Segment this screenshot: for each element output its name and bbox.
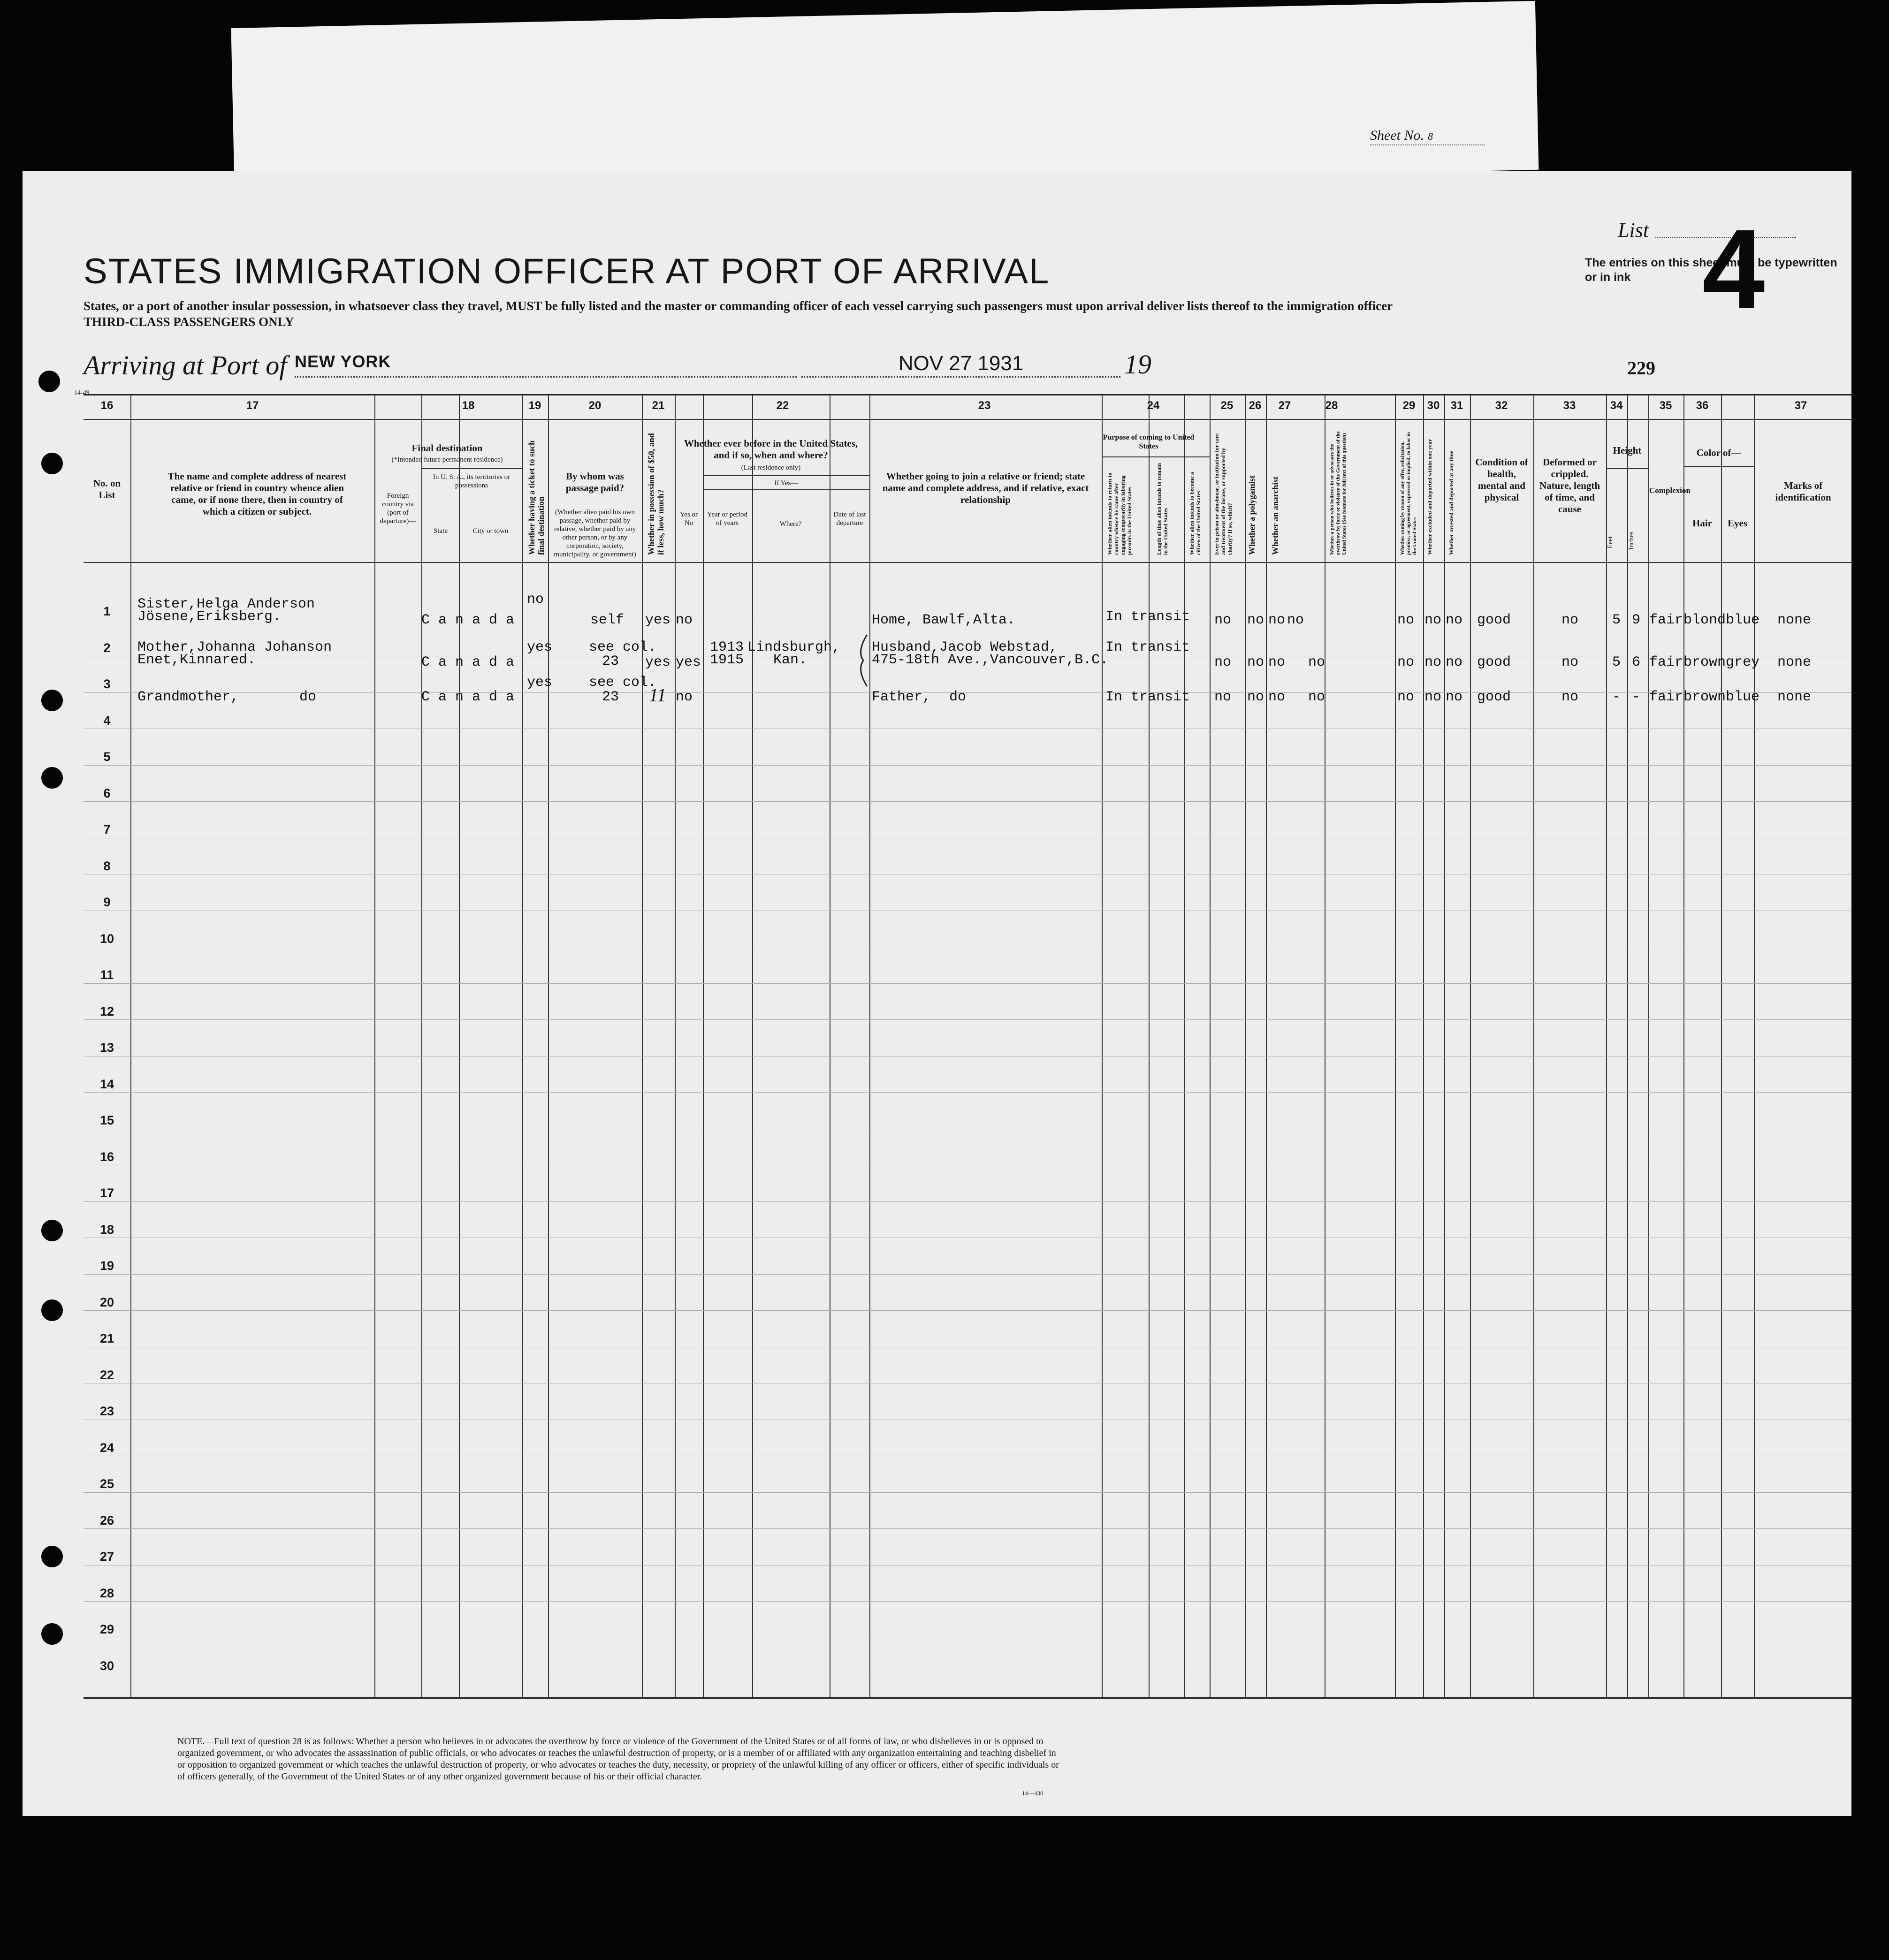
row2-join-address: 475-18th Ave.,Vancouver,B.C.: [872, 652, 1109, 668]
row-number: 17: [99, 1186, 114, 1200]
row3-relative-ditto: do: [299, 689, 317, 705]
col31-header: Whether arrested and deported at any time: [1448, 450, 1455, 555]
row1-inches: 9: [1632, 612, 1641, 628]
row2-c31: no: [1446, 654, 1463, 670]
row3-join-ditto: do: [949, 689, 967, 705]
row-number: 13: [99, 1041, 114, 1055]
date-stamp: NOV 27 1931: [801, 352, 1120, 378]
row3-eyes: blue: [1726, 689, 1760, 705]
col-number: 34: [1610, 399, 1623, 412]
row2-complexion: fair: [1649, 654, 1683, 670]
col-line: [548, 395, 549, 1697]
col-line: [869, 395, 870, 1697]
row3-purpose: In transit: [1105, 689, 1190, 705]
row1-purpose: In transit: [1105, 609, 1190, 625]
row2-year: 1913: [710, 639, 744, 655]
row-number: 5: [103, 750, 111, 764]
row-number: 14: [99, 1077, 114, 1091]
col-line: [1754, 395, 1755, 1697]
row1-c28: no: [1287, 612, 1304, 628]
header-divider: [84, 419, 1851, 420]
row-number: 29: [99, 1622, 114, 1636]
col-line: [1210, 395, 1211, 1697]
col-line: [1627, 395, 1628, 1697]
col36-eyes: Eyes: [1728, 517, 1747, 529]
row2-where-state: Kan.: [773, 652, 807, 668]
row-number: 27: [99, 1550, 114, 1564]
col-line: [1423, 395, 1424, 1697]
footnote-code: 14—430: [1022, 1790, 1044, 1797]
col-number: 24: [1147, 399, 1160, 412]
col-number: 17: [246, 399, 259, 412]
col18-state: State: [434, 527, 448, 535]
row3-c27: no: [1268, 689, 1286, 705]
row3-c30: no: [1424, 689, 1442, 705]
col-number: 20: [588, 399, 602, 412]
instructions: States, or a port of another insular possession, in whatsoever class they travel, MUST be fully listed and the master or commanding officer of each vessel carrying such passengers must upon arrival deliver lists thereof to the immigration officer THIRD-CLASS PASSENGERS ONLY: [84, 299, 1393, 329]
col-line: [1533, 395, 1534, 1697]
col34-inches: Inches: [1628, 532, 1635, 550]
col-number: 18: [462, 399, 475, 412]
col-line: [1184, 395, 1185, 1697]
col22-ifyes: If Yes—: [774, 479, 798, 487]
col-number: 19: [528, 399, 541, 412]
row-number: 7: [103, 822, 111, 836]
footnote: NOTE.—Full text of question 28 is as follows: Whether a person who believes in or advocates the overthrow by force or violence of the Government of the United States or of all forms of law, or who disbelieves in or is opposed to organized government, or who advocates the assassination of public officials, or who advocates or teaches the unlawful destruction of property, or is a member of or affiliated with any organization entertaining and teaching disbelief in or opposition to organized government or which teaches the unlawful destruction of property, or who advocates or teaches the duty, necessity, or propriety of the unlawful killing of any officer or officers, either of specific individuals or of officers generally, of the Government of the United States or of any other organized government because of his or their official character.: [177, 1736, 1059, 1782]
col18-usa: In U. S. A., its territories or possessions: [433, 473, 510, 489]
form-code: 14-49: [74, 389, 90, 396]
row3-ticket: yes: [527, 675, 553, 691]
col-line: [752, 395, 753, 1697]
row-number: 11: [100, 968, 114, 982]
row-number: 30: [99, 1658, 114, 1673]
col28-header: Whether a person who believes in or advocates the overthrow by force or violence of the Government of the United States (See footnote for full text of this question): [1329, 431, 1347, 555]
row3-paid-by-col: 23: [602, 689, 619, 705]
col-number: 26: [1249, 399, 1262, 412]
row1-relative: Sister,Helga Anderson: [137, 596, 315, 612]
row2-c25: no: [1214, 654, 1232, 670]
row3-complexion: fair: [1649, 689, 1683, 705]
punch-hole: [41, 1546, 63, 1567]
col21-header: Whether in possession of $50, and if less, how much?: [647, 433, 665, 555]
row3-deformed: no: [1561, 689, 1579, 705]
col-line: [1470, 395, 1471, 1697]
row-number: 1: [103, 604, 111, 618]
row-number: 26: [99, 1513, 114, 1527]
arriving-label: Arriving at Port of: [84, 350, 287, 380]
row1-deformed: no: [1561, 612, 1579, 628]
col-number: 33: [1563, 399, 1576, 412]
row1-money: yes: [645, 612, 671, 628]
col-line: [374, 395, 375, 1697]
row3-money: 11: [649, 684, 667, 706]
row-rule: [84, 1092, 1851, 1093]
col-line: [522, 395, 523, 1697]
punch-hole: [41, 1299, 63, 1321]
row1-eyes: blue: [1726, 612, 1760, 628]
row3-c26: no: [1247, 689, 1264, 705]
row2-paid-by-col: 23: [602, 653, 619, 669]
row2-paid-by: see col.: [589, 639, 657, 655]
row-number: 20: [99, 1295, 114, 1309]
col-number: 21: [652, 399, 665, 412]
row2-ticket: yes: [527, 639, 553, 655]
row-rule: [84, 1201, 1851, 1202]
col22-sub: (Last residence only): [741, 464, 801, 471]
col-line: [1606, 395, 1607, 1697]
row2-deformed: no: [1561, 654, 1579, 670]
row3-relative: Grandmother,: [137, 689, 239, 705]
col19-header: Whether having a ticket to such final destination: [527, 440, 546, 555]
col22-yesno: Yes or No: [679, 511, 698, 527]
col-number: 16: [100, 399, 114, 412]
col-number: 32: [1495, 399, 1508, 412]
row1-feet: 5: [1612, 612, 1621, 628]
row2-where: Lindsburgh,: [747, 639, 841, 655]
row3-c28: no: [1308, 689, 1325, 705]
row2-relative-address: Enet,Kinnared.: [137, 652, 256, 668]
row2-feet: 5: [1612, 654, 1621, 670]
row1-relative-address: Jösene,Eriksberg.: [137, 609, 282, 625]
col36-header: Color of—: [1696, 447, 1741, 458]
col-line: [1683, 395, 1684, 1697]
row-number: 3: [103, 677, 111, 691]
year-prefix: 19: [1124, 349, 1151, 380]
row-number: 21: [99, 1331, 114, 1345]
col-number: 29: [1402, 399, 1416, 412]
col33-header: Deformed or crippled. Nature, length of time, and cause: [1539, 456, 1600, 515]
row3-feet: -: [1612, 689, 1621, 705]
row2-state: C a n a d a: [421, 654, 515, 670]
row-number: 25: [99, 1477, 114, 1491]
row-number: 6: [103, 786, 111, 800]
row2-hair: brown: [1683, 654, 1726, 670]
col-number: 37: [1794, 399, 1807, 412]
col22-date: Date of last departure: [833, 511, 866, 527]
col-number: 30: [1427, 399, 1440, 412]
col-number: 35: [1659, 399, 1672, 412]
punch-hole: [41, 767, 63, 789]
punch-hole: [41, 690, 63, 711]
row-number: 24: [99, 1440, 114, 1455]
row1-state: C a n a d a: [421, 612, 515, 628]
row-number: 16: [99, 1149, 114, 1164]
manifest-page: [23, 171, 1851, 1816]
row3-c31: no: [1446, 689, 1463, 705]
punch-hole: [38, 371, 60, 392]
col-line: [1395, 395, 1396, 1697]
row2-purpose: In transit: [1105, 639, 1190, 655]
row1-complexion: fair: [1649, 612, 1683, 628]
row2-marks: none: [1777, 654, 1812, 670]
col-line: [675, 395, 676, 1697]
row3-hair: brown: [1683, 689, 1726, 705]
row-rule: [84, 1601, 1851, 1602]
row-number: 8: [103, 858, 111, 873]
row1-c31: no: [1446, 612, 1463, 628]
row-rule: [84, 801, 1851, 802]
row2-c29: no: [1397, 654, 1415, 670]
row3-marks: none: [1777, 689, 1812, 705]
row-number: 9: [103, 895, 111, 909]
col34-header: Height: [1613, 445, 1642, 456]
col-line: [1721, 395, 1722, 1697]
col-line: [1648, 395, 1649, 1697]
col-number: 22: [776, 399, 789, 412]
row1-before: no: [676, 612, 693, 628]
row-number: 12: [99, 1004, 114, 1018]
list-number: 4: [1702, 206, 1765, 332]
row-number: 22: [99, 1367, 114, 1382]
row2-c27: no: [1268, 654, 1286, 670]
row2-before: yes: [676, 654, 701, 670]
row3-state: C a n a d a: [421, 689, 515, 705]
col35-header: Complexion: [1649, 486, 1691, 495]
list-label: List: [1618, 219, 1649, 242]
row3-join: Father,: [872, 689, 931, 705]
manifest-table: [84, 394, 1851, 1699]
row2-relative: Mother,Johanna Johanson: [137, 639, 332, 655]
port-field: NEW YORK: [295, 352, 797, 378]
row3-c29: no: [1397, 689, 1415, 705]
row2-join: Husband,Jacob Webstad,: [872, 639, 1058, 655]
col18-city: City or town: [472, 527, 509, 535]
punch-hole: [41, 453, 63, 474]
col20-sub: (Whether alien paid his own passage, whether paid by relative, whether paid by any other person, or by any corporation, society, municipality, or government): [554, 509, 636, 558]
col-number: 28: [1325, 399, 1338, 412]
page-number: 229: [1627, 357, 1655, 379]
col18-foreign: Foreign country via (port of departure)—: [380, 492, 416, 525]
col-number: 36: [1696, 399, 1709, 412]
col24-title: Purpose of coming to United States: [1103, 433, 1195, 450]
row1-hair: blond: [1683, 612, 1726, 628]
col24-return: Whether alien intends to return to country whence he came after engaging temporarily in laboring pursuits in the United States: [1106, 472, 1133, 555]
row1-c26: no: [1247, 612, 1264, 628]
row2-health: good: [1477, 654, 1511, 670]
back-sheet: [231, 1, 1539, 197]
row-rule: [84, 1528, 1851, 1529]
col18-title: Final destination: [411, 442, 483, 454]
col23-header: Whether going to join a relative or friend; state name and complete address, and if relative, exact relationship: [882, 471, 1089, 505]
row3-health: good: [1477, 689, 1511, 705]
row-rule: [84, 692, 1851, 693]
col-number: 31: [1450, 399, 1463, 412]
col-number: 23: [978, 399, 991, 412]
col24-length: Length of time alien intends to remain in the United States: [1156, 463, 1169, 555]
punch-hole: [41, 1623, 63, 1645]
row-number: 19: [99, 1259, 114, 1273]
row2-money: yes: [645, 654, 671, 670]
row-rule: [84, 1274, 1851, 1275]
row-rule: [84, 1310, 1851, 1311]
col34-feet: Feet: [1607, 536, 1614, 548]
row-number: 10: [99, 931, 114, 946]
row2-year-end: 1915: [710, 652, 744, 668]
col26-header: Whether a polygamist: [1247, 475, 1257, 555]
row1-c25: no: [1214, 612, 1232, 628]
entry-note: The entries on this sheet must be typewritten or in ink: [1585, 256, 1837, 284]
row3-paid-by: see col.: [589, 675, 657, 691]
punch-hole: [41, 1220, 63, 1241]
row1-paid-by: self: [590, 612, 625, 628]
col22-title: Whether ever before in the United States, and if so, when and where?: [684, 438, 858, 461]
col-line: [703, 395, 704, 1697]
row-number: 23: [99, 1404, 114, 1418]
row2-c30: no: [1424, 654, 1442, 670]
row-number: 15: [99, 1113, 114, 1127]
col18-sub: (*Intended future permanent residence): [391, 456, 503, 463]
col-line: [1266, 395, 1267, 1697]
col27-header: Whether an anarchist: [1271, 476, 1280, 555]
row-number: 18: [99, 1222, 114, 1237]
row1-ticket: no: [527, 592, 544, 608]
row1-marks: none: [1777, 612, 1812, 628]
row1-join: Home, Bawlf,Alta.: [872, 612, 1016, 628]
row1-health: good: [1477, 612, 1511, 628]
row-number: 2: [103, 640, 111, 655]
row2-inches: 6: [1632, 654, 1641, 670]
col-number: 27: [1278, 399, 1291, 412]
col22-year: Year or period of years: [707, 511, 747, 527]
bracket-mark: [853, 632, 872, 689]
col24-citizen: Whether alien intends to become a citizen of the United States: [1188, 472, 1202, 555]
row1-c29: no: [1397, 612, 1415, 628]
col-line: [1444, 395, 1445, 1697]
col32-header: Condition of health, mental and physical: [1475, 456, 1528, 503]
col37-header: Marks of identification: [1775, 480, 1831, 503]
col-line: [130, 395, 131, 1697]
col22-where: Where?: [779, 520, 802, 528]
row-rule: [84, 765, 1851, 766]
row-number: 4: [103, 713, 111, 728]
col-line: [1149, 395, 1150, 1697]
row3-inches: -: [1632, 689, 1641, 705]
row-rule: [84, 983, 1851, 984]
row2-c28: no: [1308, 654, 1325, 670]
class-line: THIRD-CLASS PASSENGERS ONLY: [84, 315, 294, 329]
col30-header: Whether excluded and deported within one year: [1426, 439, 1433, 555]
col-line: [421, 395, 422, 1697]
row2-eyes: grey: [1726, 654, 1760, 670]
sheet-number: Sheet No. 8: [1370, 128, 1485, 145]
col17-header: The name and complete address of nearest relative or friend in country whence alien came, or if none there, then in country of which a citizen or subject.: [168, 471, 347, 517]
col-line: [1102, 395, 1103, 1697]
col-line: [642, 395, 643, 1697]
col-line: [459, 395, 460, 1697]
row-rule: [84, 1019, 1851, 1020]
row3-c25: no: [1214, 689, 1232, 705]
col20-title: By whom was passage paid?: [565, 471, 625, 494]
page-title: STATES IMMIGRATION OFFICER AT PORT OF ARRIVAL: [84, 251, 1050, 291]
col-line: [1245, 395, 1246, 1697]
col25-header: Ever in prison or almshouse, or institution for care and treatment of the insane, or supported by charity? If so, which?: [1213, 433, 1233, 555]
row-rule: [84, 1492, 1851, 1493]
row-number: 28: [99, 1586, 114, 1600]
col36-hair: Hair: [1692, 517, 1712, 529]
header-bottom: [84, 562, 1851, 563]
row2-c26: no: [1247, 654, 1264, 670]
row1-c30: no: [1424, 612, 1442, 628]
col-number: 25: [1220, 399, 1234, 412]
row3-before: no: [676, 689, 693, 705]
col29-header: Whether coming by reason of any offer, solicitation, promise, or agreement, expressed or implied, to labor in the United States: [1400, 432, 1417, 555]
row1-c27: no: [1268, 612, 1286, 628]
col16-header: No. on List: [93, 478, 121, 501]
